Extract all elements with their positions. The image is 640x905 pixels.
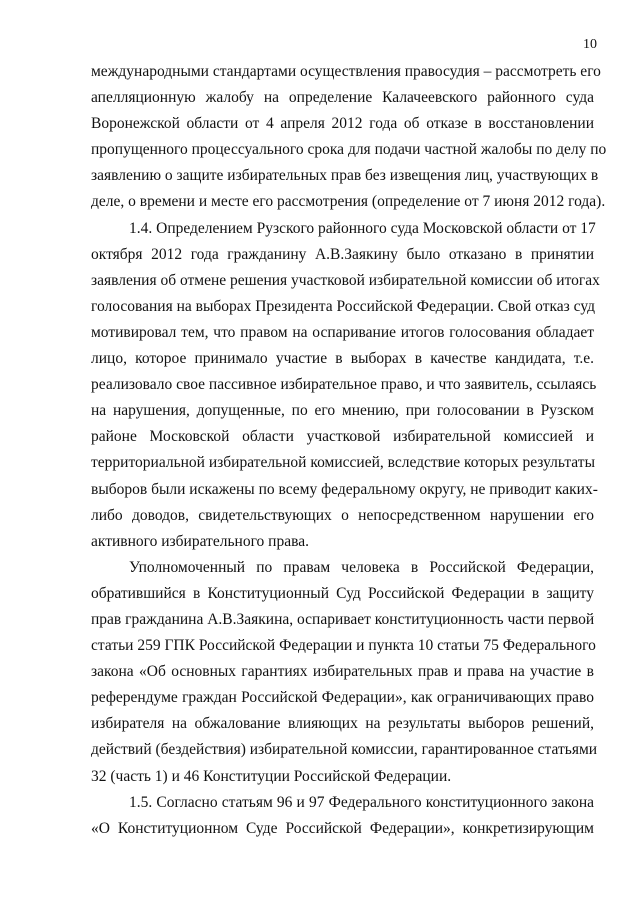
text-line: 1.4. Определением Рузского районного суда Московской области от 17 [129,219,596,237]
text-line: мотивировал тем, что правом на оспаривание итогов голосования обладает [91,323,594,341]
text-line: референдуме граждан Российской Федерации», как ограничивающих право [91,689,594,707]
document-body [91,59,607,842]
text-line: обратившийся в Конституционный Суд Российской Федерации в защиту [91,584,594,602]
text-line: международными стандартами осуществления правосудия – рассмотреть его [91,63,601,80]
text-line: территориальной избирательной комиссией, вследствие которых результаты [91,454,595,472]
text-line: пропущенного процессуального срока для подачи частной жалобы по делу по [91,141,607,159]
text-line: закона «Об основных гарантиях избирательных прав и права на участие в [91,663,594,681]
text-line: 32 (часть 1) и 46 Конституции Российской Федерации. [91,767,452,785]
text-line: районе Московской области участковой избирательной комиссией и [91,428,594,446]
text-line: заявления об отмене решения участковой избирательной комиссии об итогах [91,271,600,289]
text-line: действий (бездействия) избирательной комиссии, гарантированное статьями [91,741,598,759]
page-number: 10 [583,37,597,52]
text-line: октября 2012 года гражданину А.В.Заякину было отказано в принятии [91,245,594,263]
text-line: 1.5. Согласно статьям 96 и 97 Федерального конституционного закона [129,793,594,811]
text-line: статьи 259 ГПК Российской Федерации и пункта 10 статьи 75 Федерального [91,637,596,655]
text-line: Уполномоченный по правам человека в Российской Федерации, [129,558,594,576]
text-line: Воронежской области от 4 апреля 2012 года об отказе в восстановлении [91,115,594,133]
text-line: заявлению о защите избирательных прав без извещения лиц, участвующих в [91,167,599,185]
text-line: «О Конституционном Суде Российской Федерации», конкретизирующим [91,819,594,837]
text-line: прав гражданина А.В.Заякина, оспаривает конституционность части первой [91,610,595,628]
text-line: выборов были искажены по всему федеральному округу, не приводит каких- [91,480,598,498]
text-line: избирателя на обжалование влияющих на результаты выборов решений, [91,715,594,733]
text-line: апелляционную жалобу на определение Калачеевского районного суда [91,89,594,107]
text-line: активного избирательного права. [91,532,309,550]
text-line: либо доводов, свидетельствующих о непосредственном нарушении его [91,506,594,524]
text-line: лицо, которое принимало участие в выборах в качестве кандидата, т.е. [91,350,594,368]
text-line: реализовало свое пассивное избирательное право, и что заявитель, ссылаясь [91,376,597,394]
text-line: деле, о времени и месте его рассмотрения (определение от 7 июня 2012 года). [91,193,606,211]
text-line: голосования на выборах Президента Российской Федерации. Свой отказ суд [91,297,595,315]
text-line: на нарушения, допущенные, по его мнению, при голосовании в Рузском [91,402,594,420]
